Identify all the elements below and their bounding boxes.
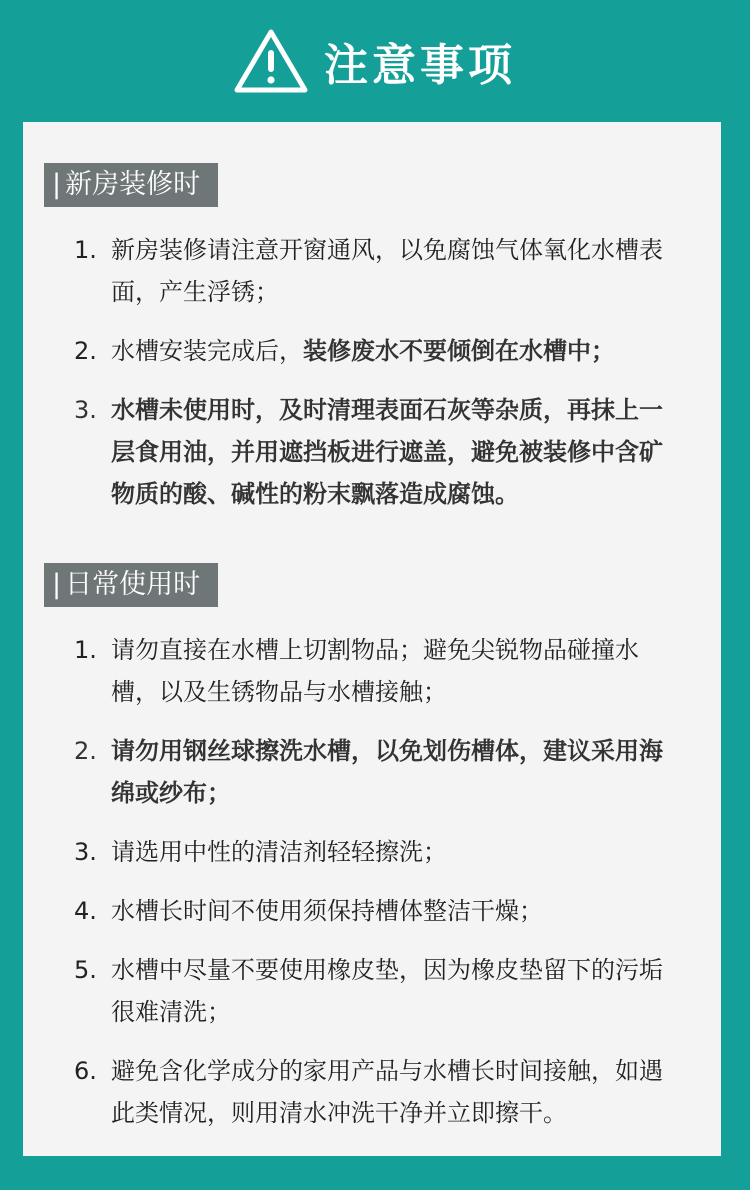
list-item: 3. 水槽未使用时，及时清理表面石灰等杂质，再抹上一层食用油，并用遮挡板进行遮盖，避免被装修中含矿物质的酸、碱性的粉末飘落造成腐蚀。 <box>74 396 663 508</box>
daily-use-list <box>23 629 721 1151</box>
list-item: 5. 水槽中尽量不要使用橡皮垫，因为橡皮垫留下的污垢很难清洗； <box>74 956 663 1026</box>
list-item: 6. 避免含化学成分的家用产品与水槽长时间接触，如遇此类情况，则用清水冲洗干净并立即擦干。 <box>74 1057 663 1127</box>
page-header <box>0 0 750 122</box>
list-item: 4. 水槽长时间不使用须保持槽体整洁干燥； <box>74 897 543 925</box>
notice-card <box>23 122 721 1156</box>
renovation-list <box>23 229 721 532</box>
list-item: 2. 请勿用钢丝球擦洗水槽，以免划伤槽体，建议采用海绵或纱布； <box>74 737 663 807</box>
list-item: 2. 水槽安装完成后，装修废水不要倾倒在水槽中； <box>74 337 615 365</box>
list-item: 1. 新房装修请注意开窗通风，以免腐蚀气体氧化水槽表面，产生浮锈； <box>74 236 663 306</box>
list-item: 1. 请勿直接在水槽上切割物品；避免尖锐物品碰撞水槽，以及生锈物品与水槽接触； <box>74 636 639 706</box>
list-item: 3. 请选用中性的清洁剂轻轻擦洗； <box>74 838 447 866</box>
warning-triangle-icon <box>234 28 308 94</box>
page-title: 注意事项 <box>324 40 516 91</box>
section-title-daily-use: | 日常使用时 <box>44 563 218 607</box>
section-title-renovation: | 新房装修时 <box>44 163 218 207</box>
